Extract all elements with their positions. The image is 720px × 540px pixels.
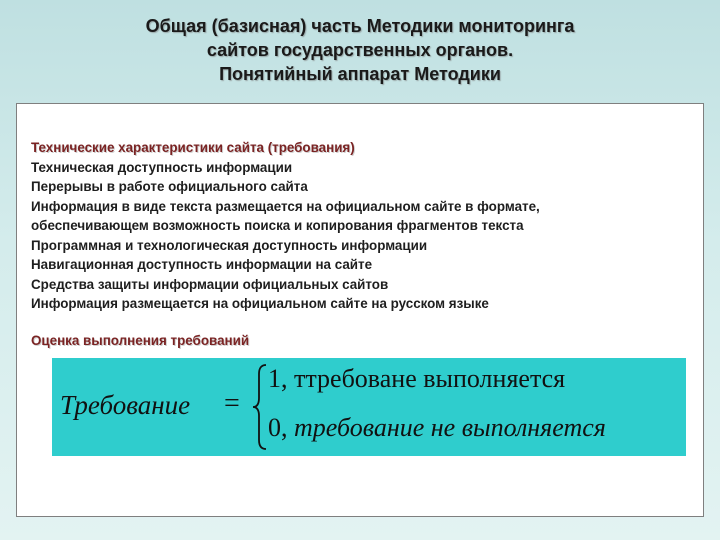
list-item: Информация размещается на официальном сайте на русском языке	[31, 296, 489, 311]
list-item: Перерывы в работе официального сайта	[31, 179, 308, 194]
title-line-3: Понятийный аппарат Методики	[219, 64, 501, 84]
formula-equals: =	[224, 388, 240, 419]
formula-case-1	[268, 364, 565, 394]
case-2-value: 0,	[268, 413, 288, 442]
formula-case-2	[268, 413, 606, 443]
list-item: Навигационная доступность информации на сайте	[31, 257, 373, 272]
case-1-value: 1,	[268, 364, 288, 393]
slide-title	[60, 14, 660, 86]
left-brace-icon	[252, 362, 268, 452]
title-line-1: Общая (базисная) часть Методики мониторинга	[145, 16, 575, 36]
list-item: Информация в виде текста размещается на официальном сайте в формате,	[31, 198, 540, 214]
title-line-2: сайтов государственных органов.	[206, 40, 514, 60]
case-2-text: требование не выполняется	[294, 413, 606, 442]
requirements-list	[31, 138, 691, 314]
list-item: Средства защиты информации официальных сайтов	[31, 276, 389, 292]
case-1-text: ттребоване выполняется	[294, 364, 566, 393]
requirements-heading: Технические характеристики сайта (требования)	[31, 140, 355, 155]
evaluation-heading: Оценка выполнения требований	[31, 333, 250, 348]
list-item: Программная и технологическая доступность информации	[31, 237, 428, 253]
list-item: обеспечивающем возможность поиска и копирования фрагментов текста	[31, 218, 524, 233]
list-item: Техническая доступность информации	[31, 159, 293, 175]
formula-lhs: Требование	[60, 390, 191, 420]
formula-box	[52, 358, 686, 456]
content-panel	[16, 103, 704, 517]
